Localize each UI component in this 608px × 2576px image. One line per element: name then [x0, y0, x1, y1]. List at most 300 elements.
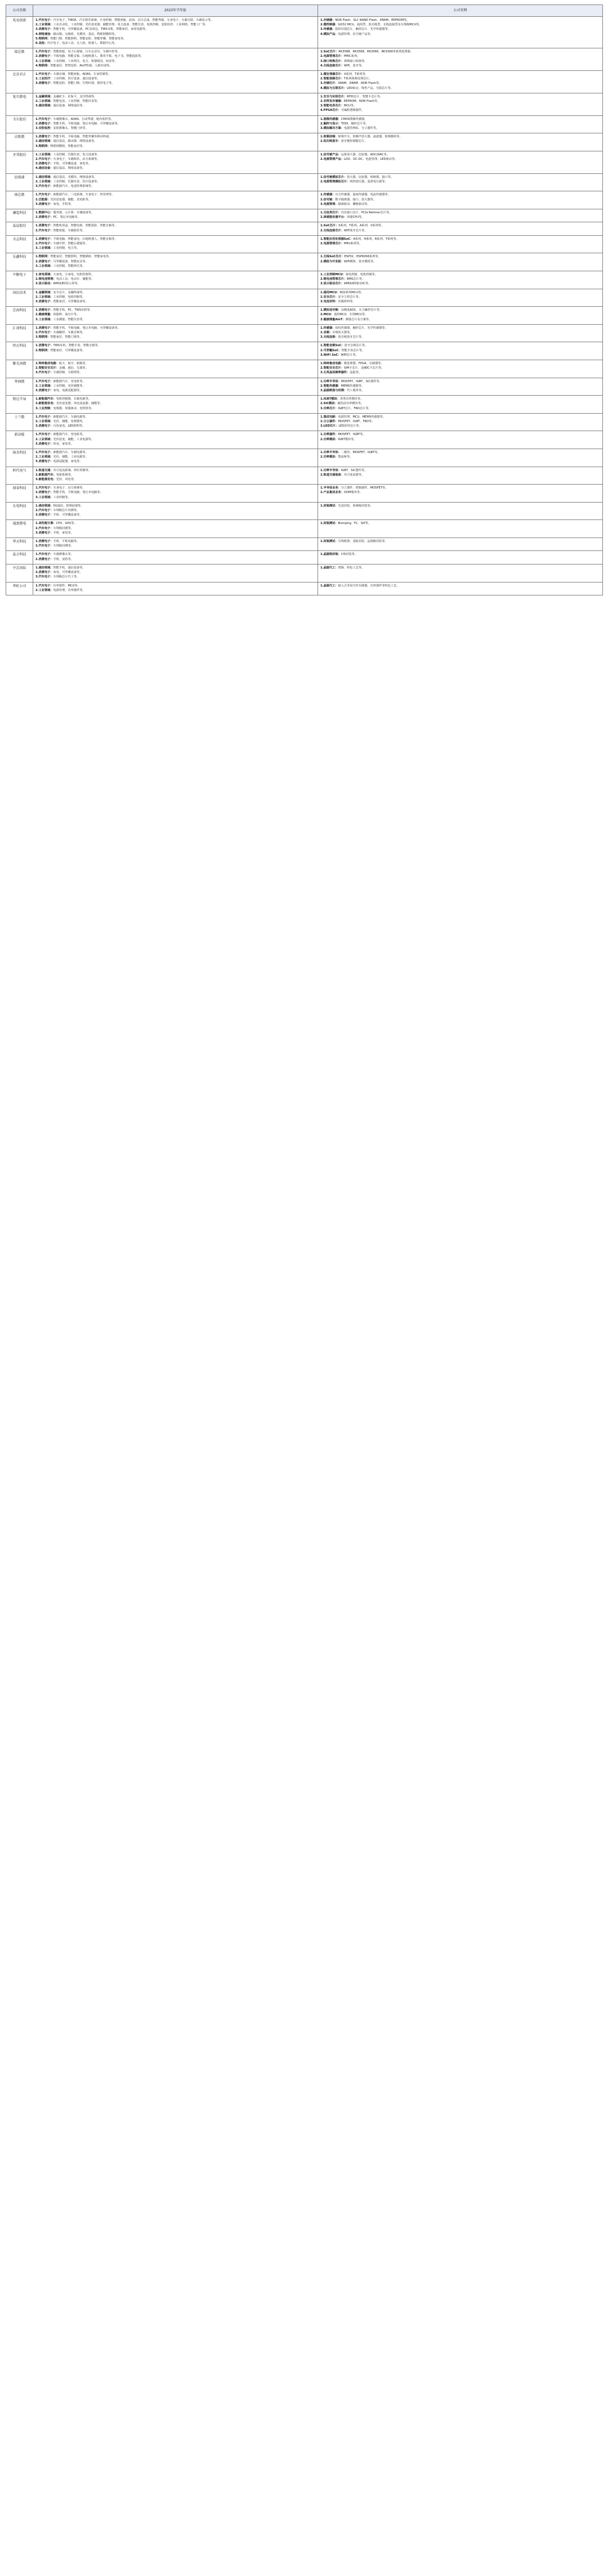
item-text: 智能座舱、车载娱乐等。 [53, 229, 86, 232]
item-number: 1. [35, 553, 39, 557]
list-item [35, 451, 315, 455]
company-name-cell: 华天科技 [6, 538, 33, 551]
table-row [6, 485, 603, 503]
item-number: 3. [35, 28, 39, 32]
item-number: 3. [35, 162, 39, 166]
item-heading: 轨道交通装备： [323, 473, 344, 477]
item-text: 新能源汽车、电池管理系统等。 [53, 185, 95, 189]
item-heading: 物联网： [38, 37, 51, 41]
item-text: 智能家居、智能门锁等。 [50, 335, 83, 339]
list-item [320, 127, 600, 131]
item-number: 1. [35, 255, 39, 259]
list-item [320, 397, 600, 401]
company-name-cell: 长电科技 [6, 502, 33, 520]
item-text: 安全芯片、金融终端等。 [53, 290, 86, 294]
list-item [35, 64, 315, 68]
list-item [35, 295, 315, 299]
list-item [35, 300, 315, 304]
item-heading: 功率模块： [323, 437, 338, 441]
table-row [6, 71, 603, 93]
products-cell [318, 520, 603, 538]
item-number: 2. [35, 229, 39, 232]
list-item [35, 335, 315, 339]
list-item [35, 122, 315, 126]
list-item [35, 282, 315, 286]
item-number: 2. [320, 140, 324, 144]
table-row [6, 253, 603, 271]
item-heading: 汽车电子： [38, 19, 53, 22]
item-text: 工业控制、仪器仪表、电力设备等。 [53, 153, 100, 156]
item-heading: 新能源汽车： [38, 397, 56, 401]
list-item [320, 353, 600, 357]
customers-cell [33, 467, 318, 485]
item-heading: MCU： [323, 313, 334, 317]
list-item [320, 380, 600, 384]
customers-cell [33, 71, 318, 93]
item-number: 1. [35, 193, 39, 197]
item-number: 4. [320, 86, 324, 90]
item-text: 航天、航空、船舶等。 [59, 361, 88, 365]
item-heading: 石英晶体频率器件： [323, 371, 350, 375]
item-number: 1. [320, 451, 324, 455]
item-number: 1. [35, 210, 39, 214]
item-number: 1. [320, 433, 324, 437]
item-number: 2. [320, 216, 324, 219]
item-text: 音频放大器等。 [332, 330, 353, 334]
customers-cell [33, 151, 318, 173]
item-text: TWS耳机、智能手表、智能音箱等。 [53, 344, 101, 348]
item-number: 2. [320, 77, 324, 81]
table-row [6, 222, 603, 235]
list-item [320, 504, 600, 508]
item-text: 智能安防、智能门锁、生物识别、教育电子等。 [53, 82, 115, 86]
item-text: 分立器件、逻辑器件、MOSFET等。 [341, 486, 388, 490]
list-item [35, 460, 315, 464]
item-text: 新能源汽车、车载电源等。 [53, 415, 88, 419]
item-text: 工业自动化、工业控制、光伏逆变器、储能管理、电力设备、智能仪表、电机控制、安防监控、工业网络、智能工厂等。 [53, 23, 208, 27]
list-item [320, 73, 600, 77]
item-number: 1. [35, 397, 39, 401]
customers-cell [33, 360, 318, 378]
item-text: 蓝牙微控制器芯片。 [341, 140, 368, 144]
item-number: 3. [35, 317, 39, 321]
item-text: SIM卡芯片、金融IC卡芯片等。 [343, 366, 385, 370]
item-heading: 消费电子： [38, 135, 53, 139]
item-heading: 消费电子： [38, 389, 53, 392]
item-heading: 音频： [323, 330, 333, 334]
item-text: S系列、T系列、A系列、V系列等。 [338, 224, 385, 228]
list-item [35, 260, 315, 264]
item-number: 1. [35, 451, 39, 455]
item-heading: 网络通信： [38, 32, 53, 36]
item-heading: 集成电路： [323, 415, 338, 419]
item-heading: 半导体业务： [323, 486, 341, 490]
customers-cell [33, 289, 318, 307]
item-number: 2. [320, 229, 324, 232]
item-text: IGBT模块等。 [338, 437, 357, 441]
item-number: 1. [35, 50, 39, 54]
item-heading: 消费电子： [38, 424, 53, 428]
company-name-cell: 全志科技 [6, 235, 33, 253]
item-number: 2. [320, 198, 324, 201]
list-item [35, 531, 315, 535]
list-item [35, 211, 315, 215]
item-number: 3. [35, 127, 39, 131]
item-number: 3. [35, 406, 39, 410]
item-heading: 工业领域： [38, 295, 53, 299]
table-row [6, 551, 603, 564]
item-number: 2. [35, 330, 39, 334]
item-number: 1. [320, 584, 324, 588]
item-heading: 智能电表芯片： [323, 104, 344, 108]
item-text: 车载摄像头、ADAS、自动驾驶、舱内监控等。 [53, 117, 114, 121]
list-item [320, 300, 600, 304]
products-cell [318, 431, 603, 449]
item-text: MOSFET、IGBT、FRD等。 [338, 420, 375, 424]
item-text: 电机控制器、车载电源等。 [56, 397, 91, 401]
table-row [6, 564, 603, 582]
item-text: 光伏、风电等。 [56, 478, 77, 482]
item-number: 2. [320, 277, 324, 281]
item-heading: 汽车电子： [38, 73, 53, 77]
item-text: 智能手机、可穿戴设备、PC及周边、TWS耳机、智能家居、家用电器等。 [53, 28, 149, 32]
item-heading: 功率芯片： [323, 406, 338, 410]
list-item [35, 473, 315, 477]
item-number: 2. [320, 491, 324, 495]
item-heading: 物联网： [38, 64, 51, 68]
item-text: 光伏逆变器、风电变流器、储能等。 [56, 402, 103, 406]
item-text: 手机、平板电脑等。 [53, 540, 80, 544]
list-item [320, 424, 600, 428]
products-cell [318, 133, 603, 151]
item-number: 1. [320, 237, 324, 241]
table-row [6, 520, 603, 538]
item-number: 1. [320, 344, 324, 348]
table-row [6, 289, 603, 307]
list-item [35, 540, 315, 544]
list-item [35, 455, 315, 459]
products-cell [318, 413, 603, 431]
item-heading: 工业医疗： [38, 77, 53, 81]
item-text: AMOLED驱动IC等。 [343, 282, 372, 286]
item-number: 1. [35, 379, 39, 383]
item-heading: 工业领域： [38, 495, 53, 499]
list-item [35, 50, 315, 54]
customers-cell [33, 431, 318, 449]
company-name-cell: 晶方科技 [6, 551, 33, 564]
item-number: 1. [320, 540, 324, 544]
list-item [320, 455, 600, 459]
list-item [320, 349, 600, 353]
item-text: 体脂秤、血压计等。 [53, 313, 80, 317]
products-cell [318, 449, 603, 467]
item-text: WiFi模组、蓝牙模组等。 [343, 259, 377, 263]
item-number: 1. [35, 486, 39, 490]
customers-cell [33, 582, 318, 595]
item-heading: 显示驱动芯片： [323, 282, 344, 286]
list-item [320, 371, 600, 375]
products-cell [318, 48, 603, 71]
item-heading: 可穿戴SoC： [323, 348, 342, 352]
item-number: 1. [35, 584, 39, 588]
item-text: 工业控制等。 [53, 495, 71, 499]
products-cell [318, 467, 603, 485]
customers-cell [33, 396, 318, 414]
list-item [35, 380, 315, 384]
item-text: 车规级芯片代工等。 [53, 575, 80, 579]
item-text: 指纹识别芯片、触控芯片、光学传感器等。 [335, 28, 391, 32]
list-item [320, 407, 600, 411]
item-text: 工业控制、工业网关、电力、机器视觉、商显等。 [53, 59, 118, 63]
company-name-cell: 华润微 [6, 378, 33, 396]
item-number: 2. [35, 588, 39, 592]
list-item [35, 397, 315, 401]
item-number: 3. [35, 495, 39, 499]
item-heading: 特种集成电路： [38, 361, 59, 365]
item-text: 电驱系统等。 [56, 473, 74, 477]
company-name-cell: 卓胜微 [6, 133, 33, 151]
item-number: 2. [35, 295, 39, 299]
item-heading: 非挥发存储器： [323, 100, 344, 104]
item-number: 2. [320, 259, 324, 263]
list-item [35, 273, 315, 277]
item-text: 放大器、比较器、转换器、接口等。 [347, 175, 394, 179]
item-text: SRAM、DRAM、NOR Flash等。 [338, 82, 382, 86]
item-heading: WiFi SoC： [323, 353, 341, 357]
item-number: 2. [320, 295, 324, 299]
item-number: 1. [35, 308, 39, 312]
list-item [35, 118, 315, 122]
item-text: NOR Flash、SLC NAND Flash、DRAM、EEPROM等。 [335, 19, 410, 22]
item-heading: 数据中心： [38, 210, 53, 214]
item-number: 1. [320, 19, 324, 22]
company-name-cell: 复旦微电 [6, 93, 33, 115]
item-heading: 互连类芯片： [323, 210, 341, 214]
item-text: 快充、家电等。 [53, 442, 74, 446]
item-heading: 家电领域： [38, 272, 53, 276]
item-number: 1. [35, 73, 39, 77]
list-item [320, 216, 600, 219]
item-heading: 新能源发电： [38, 402, 56, 406]
products-cell [318, 235, 603, 253]
page [6, 5, 602, 595]
company-name-cell: 乐鑫科技 [6, 253, 33, 271]
table-row [6, 360, 603, 378]
list-item [320, 433, 600, 437]
list-item [35, 407, 315, 411]
item-heading: 消费电子： [38, 55, 53, 59]
item-text: PMIC系列。 [343, 55, 360, 59]
products-cell [318, 115, 603, 133]
item-text: 工业控制、光伏储能等。 [53, 384, 86, 388]
item-heading: 汽车电子： [38, 433, 53, 437]
list-item [35, 82, 315, 86]
item-heading: 通信领域： [38, 140, 53, 144]
list-item [320, 87, 600, 91]
company-name-cell: 闻泰科技 [6, 485, 33, 503]
item-heading: 信号链： [323, 198, 336, 201]
list-item [35, 176, 315, 180]
list-item [320, 260, 600, 264]
list-item [35, 415, 315, 419]
item-number: 2. [320, 158, 324, 162]
item-heading: 通信领域： [38, 104, 53, 108]
item-heading: 汽车电子： [38, 509, 53, 513]
item-heading: 消费电子： [38, 540, 53, 544]
item-text: CPU、GPU等。 [56, 522, 77, 526]
item-heading: 图像传感器： [323, 117, 341, 121]
item-number: 1. [320, 290, 324, 294]
item-text: 工业控制、医疗设备、通信设备等。 [53, 77, 100, 81]
customers-cell [33, 485, 318, 503]
item-number: 1. [320, 224, 324, 228]
list-item [35, 95, 315, 99]
item-heading: 工业控制： [38, 406, 53, 410]
item-text: BMS芯片等。 [347, 277, 365, 281]
company-name-cell: 澜起科技 [6, 209, 33, 222]
item-text: 牵引变流器等。 [343, 473, 365, 477]
item-heading: 特种集成电路： [323, 361, 344, 365]
item-number: 1. [35, 433, 39, 437]
item-number: 3. [320, 282, 324, 286]
item-text: 新能源汽车、充电桩等。 [53, 433, 86, 437]
item-heading: 电源管理产品： [323, 158, 344, 162]
customers-cell [33, 307, 318, 325]
item-number: 2. [35, 557, 39, 561]
list-item [35, 566, 315, 570]
item-number: 1. [320, 73, 324, 77]
item-number: 3. [35, 144, 39, 148]
list-item [320, 50, 600, 54]
table-row [6, 271, 603, 289]
item-text: 智能手机、平板电脑、笔记本电脑、可穿戴设备等。 [53, 122, 120, 126]
item-heading: 工业领域： [38, 153, 53, 156]
list-item [35, 371, 315, 375]
item-text: EEPROM、NOR Flash等。 [343, 100, 381, 104]
list-item [35, 571, 315, 575]
list-item [35, 469, 315, 473]
item-number: 3. [35, 424, 39, 428]
list-item [320, 326, 600, 330]
item-text: MEMS传感器等。 [341, 384, 365, 388]
item-heading: 晶圆级封装： [323, 553, 341, 557]
list-item [320, 176, 600, 180]
item-heading: 低功耗蓝牙： [323, 140, 341, 144]
item-heading: 健康测量： [38, 313, 53, 317]
list-item [320, 153, 600, 157]
item-text: 先进封装、系统级封装等。 [338, 504, 373, 508]
list-item [35, 33, 315, 37]
item-text: 内存接口芯片、PCIe Retimer芯片等。 [341, 210, 392, 214]
item-text: X系列、T系列等。 [343, 73, 368, 77]
table-row [6, 582, 603, 595]
item-heading: 存储芯片： [323, 82, 338, 86]
item-number: 3. [35, 104, 39, 108]
item-heading: 汽车电子： [38, 451, 53, 455]
item-text: CMOS图像传感器。 [341, 117, 368, 121]
company-name-cell: 国民技术 [6, 289, 33, 307]
item-text: MOSFET、IGBT、SiC器件等。 [341, 379, 382, 383]
item-number: 1. [35, 19, 39, 22]
item-number: 2. [35, 366, 39, 370]
products-cell [318, 396, 603, 414]
item-number: 2. [35, 122, 39, 126]
item-heading: 模拟产品： [323, 32, 338, 36]
item-number: 2. [35, 259, 39, 263]
products-cell [318, 191, 603, 209]
item-number: 2. [35, 437, 39, 441]
company-name-cell: 恒玄科技 [6, 342, 33, 360]
item-text: RK3588、RK3568、RK3566、RK3399等系列处理器。 [338, 50, 413, 54]
list-item [35, 229, 315, 233]
table-row [6, 133, 603, 151]
item-text: 智能家居、可穿戴设备等。 [53, 299, 88, 303]
company-name-cell: 韦尔股份 [6, 115, 33, 133]
item-text: 家电控制、电机控制等。 [345, 272, 378, 276]
customers-cell [33, 324, 318, 342]
item-number: 1. [35, 468, 39, 472]
item-number: 2. [320, 122, 324, 126]
list-item [35, 384, 315, 388]
table-row [6, 48, 603, 71]
item-number: 3. [35, 264, 39, 268]
item-heading: 轨道交通： [38, 468, 53, 472]
item-text: 测量芯片及方案等。 [345, 317, 372, 321]
item-text: A系列、H系列、R系列、T系列等。 [353, 237, 399, 241]
item-heading: 存储器： [323, 19, 336, 22]
item-number: 3. [320, 104, 324, 108]
item-text: 新能源汽车、充电桩等。 [53, 379, 86, 383]
table-row [6, 396, 603, 414]
item-text: 可穿戴设备、智能玩具等。 [53, 259, 88, 263]
item-text: 隔离驱动、栅极驱动等。 [338, 202, 370, 206]
products-cell [318, 289, 603, 307]
item-heading: 汽车电子： [38, 371, 53, 375]
item-text: 代工服务等。 [347, 389, 365, 392]
list-item [35, 558, 315, 562]
list-item [320, 28, 600, 32]
item-number: 2. [35, 100, 39, 104]
list-item [320, 318, 600, 322]
item-heading: 汽车电子： [38, 185, 53, 189]
item-text: 智能手机、平板电脑、笔记本电脑等。 [53, 491, 103, 495]
item-text: MCU等。 [343, 104, 357, 108]
item-text: 负极材料等。 [338, 299, 356, 303]
item-number: 3. [35, 371, 39, 375]
item-text: 嵌入式非易失性存储器、功率器件等特色工艺。 [338, 584, 400, 588]
item-heading: LED芯片： [323, 424, 339, 428]
table-row [6, 324, 603, 342]
item-text: 电源管理、功率器件等。 [53, 588, 86, 592]
item-text: 通信基站、路由器、网络设备等。 [53, 140, 97, 144]
list-item [35, 23, 315, 27]
item-heading: 消费电子： [38, 326, 53, 330]
table-row [6, 235, 603, 253]
list-item [35, 527, 315, 531]
list-item [35, 277, 315, 281]
item-text: 白色家电、LED照明等。 [53, 424, 86, 428]
list-item [35, 140, 315, 144]
item-text: 智能机顶盒、智能电视、智能投影、智能音箱等。 [53, 224, 118, 228]
item-heading: 汽车电子： [38, 526, 53, 530]
list-item [320, 203, 600, 207]
item-heading: 智能音频SoC： [323, 344, 345, 348]
list-item [320, 140, 600, 144]
item-number: 6. [35, 42, 39, 46]
item-number: 2. [35, 420, 39, 424]
item-heading: 消费电子： [38, 557, 53, 561]
item-heading: 显示驱动： [38, 282, 53, 286]
